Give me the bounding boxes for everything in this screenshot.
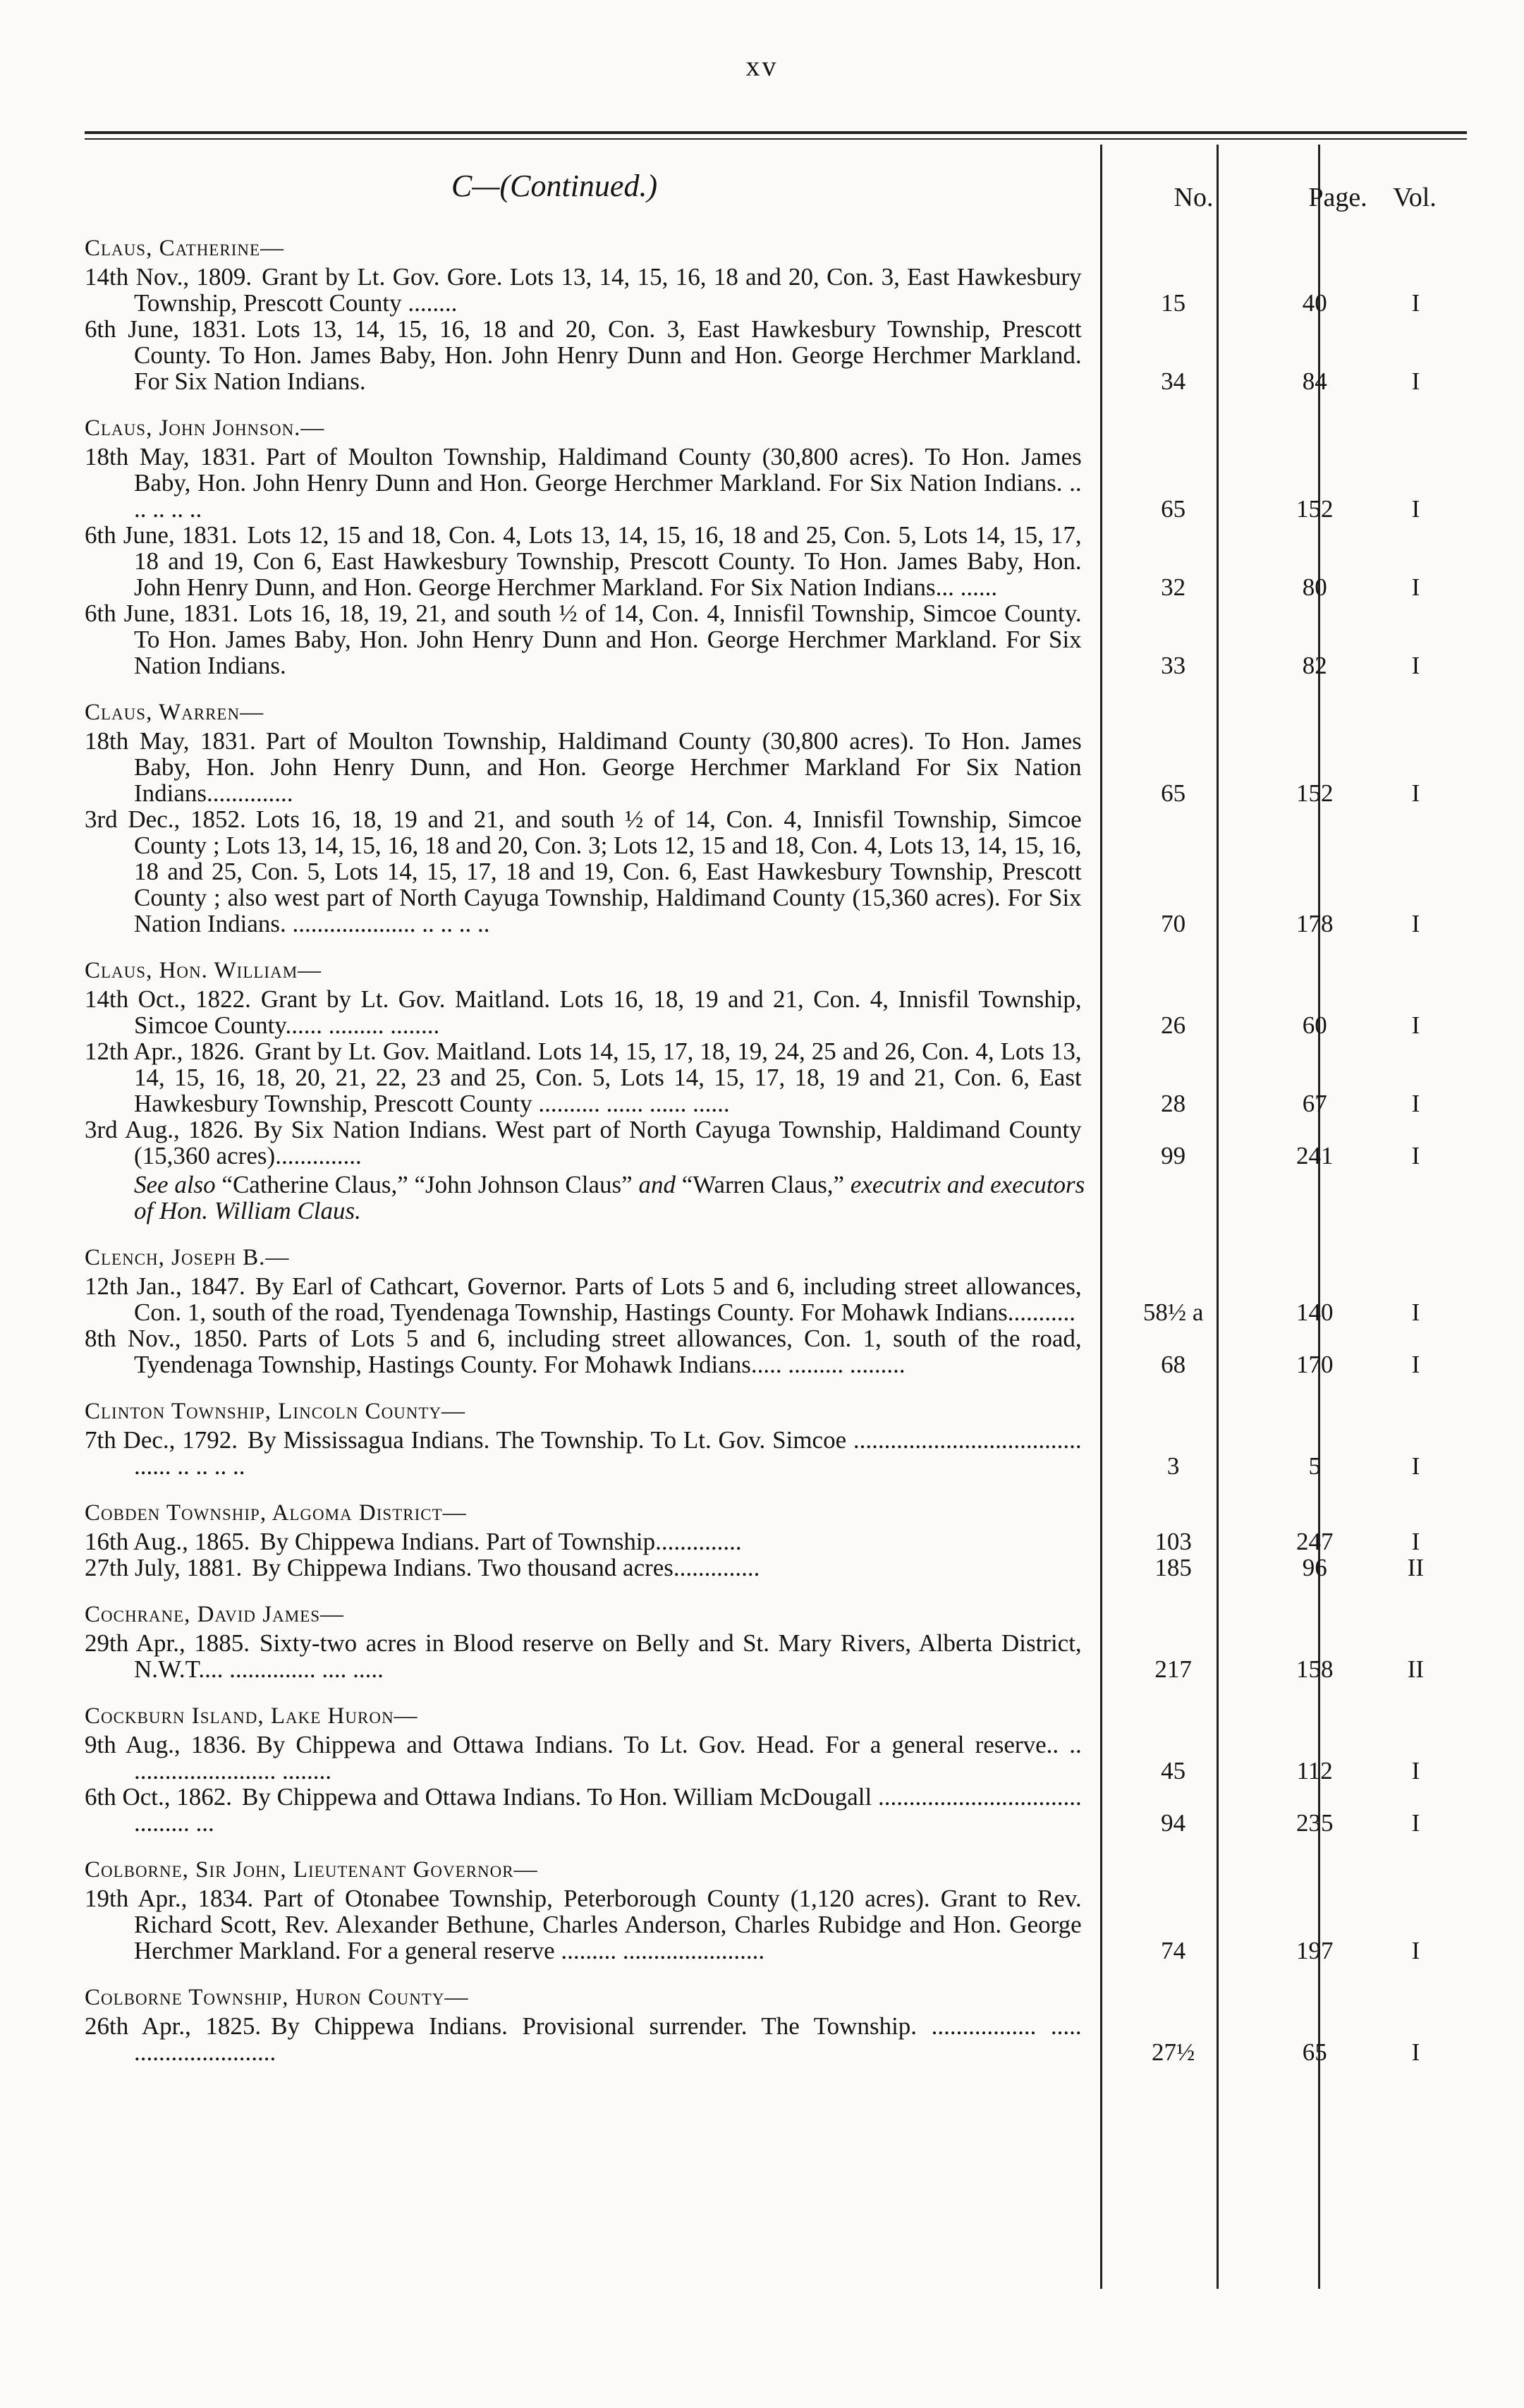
see-also-lead: See also bbox=[134, 1171, 216, 1198]
entry-item bbox=[85, 1325, 1467, 1378]
item-description bbox=[85, 1885, 1082, 1964]
index-entry bbox=[85, 1701, 1467, 1836]
item-date: 16th Aug., 1865. bbox=[85, 1528, 250, 1555]
see-also-mid: and bbox=[638, 1171, 676, 1198]
item-description bbox=[85, 806, 1082, 937]
item-date: 18th May, 1831. bbox=[85, 727, 256, 755]
item-text: Lots 12, 15 and 18, Con. 4, Lots 13, 14, 15, 16, 18 and 25, Con. 5, Lots 14, 15, 17, 18 and 19, Con 6, East Hawkesbury Township, Prescott County. To Hon. James Baby, Hon. John Henry Dunn, and Hon. George Herchmer Markland. For Six Nation Indians... ...... bbox=[134, 521, 1082, 601]
entry-name: Claus, Warren— bbox=[85, 700, 264, 725]
entry-item bbox=[85, 728, 1467, 806]
item-text: Lots 13, 14, 15, 16, 18 and 20, Con. 3, East Hawkesbury Township, Prescott County. To Hon. James Baby, Hon. John Henry Dunn and Hon. George Herchmer Markland. For Six Nation Indians. bbox=[134, 315, 1082, 395]
item-page: 178 bbox=[1296, 910, 1334, 937]
index-entry bbox=[85, 1242, 1467, 1378]
item-text: Part of Otonabee Township, Peterborough County (1,120 acres). Grant to Rev. Richard Scott, Rev. Alexander Bethune, Charles Anderson, Charles Rubidge and Hon. George Herchmer Markland. For a general reserve ......... ....................... bbox=[134, 1885, 1082, 1964]
index-entry bbox=[85, 413, 1467, 679]
item-description bbox=[85, 444, 1082, 522]
item-text: By Chippewa Indians. Part of Township.............. bbox=[260, 1528, 742, 1555]
item-text: Sixty-two acres in Blood reserve on Belly and St. Mary Rivers, Alberta District, N.W.T.... .............. .... ..... bbox=[134, 1629, 1082, 1683]
item-description bbox=[85, 600, 1082, 679]
item-no: 65 bbox=[1161, 495, 1186, 523]
item-vol: I bbox=[1411, 495, 1420, 523]
item-no: 26 bbox=[1161, 1011, 1186, 1039]
item-date: 29th Apr., 1885. bbox=[85, 1629, 250, 1657]
item-date: 3rd Dec., 1852. bbox=[85, 805, 246, 833]
item-page: 40 bbox=[1302, 289, 1327, 317]
item-description bbox=[85, 1273, 1082, 1325]
item-description bbox=[85, 1117, 1082, 1169]
item-page: 158 bbox=[1296, 1655, 1334, 1683]
item-description bbox=[85, 1732, 1082, 1784]
item-page: 247 bbox=[1296, 1528, 1334, 1555]
item-description bbox=[85, 1784, 1082, 1836]
see-also-note bbox=[85, 1172, 1100, 1224]
column-header-page: Page. bbox=[1308, 183, 1367, 212]
entry-item bbox=[85, 1885, 1467, 1964]
entry-item bbox=[85, 986, 1467, 1038]
item-text: By Chippewa and Ottawa Indians. To Lt. Gov. Head. For a general reserve.. .. ....................... ........ bbox=[134, 1731, 1082, 1784]
item-description bbox=[85, 1325, 1082, 1378]
item-no: 15 bbox=[1161, 289, 1186, 317]
item-vol: I bbox=[1411, 1452, 1420, 1480]
item-description bbox=[85, 2013, 1082, 2065]
item-vol: I bbox=[1411, 652, 1420, 679]
entry-name: Cockburn Island, Lake Huron— bbox=[85, 1703, 418, 1729]
entry-item bbox=[85, 1784, 1467, 1836]
entry-name: Clench, Joseph B.— bbox=[85, 1245, 290, 1270]
item-description bbox=[85, 316, 1082, 394]
item-date: 6th June, 1831. bbox=[85, 600, 239, 627]
item-vol: I bbox=[1411, 779, 1420, 807]
column-header-vol: Vol. bbox=[1393, 183, 1437, 212]
entry-item bbox=[85, 806, 1467, 937]
index-entry bbox=[85, 955, 1467, 1224]
item-page: 152 bbox=[1296, 495, 1334, 523]
index-entry bbox=[85, 1396, 1467, 1479]
column-header-no: No. bbox=[1174, 183, 1214, 212]
item-vol: I bbox=[1411, 1937, 1420, 1964]
index-entry bbox=[85, 1854, 1467, 1964]
item-page: 5 bbox=[1308, 1452, 1321, 1480]
item-text: Part of Moulton Township, Haldimand County (30,800 acres). To Hon. James Baby, Hon. John Henry Dunn, and Hon. George Herchmer Markland For Six Nation Indians.............. bbox=[134, 727, 1082, 807]
item-vol: I bbox=[1411, 1809, 1420, 1837]
item-date: 18th May, 1831. bbox=[85, 443, 256, 470]
item-date: 14th Nov., 1809. bbox=[85, 263, 252, 291]
item-text: By Six Nation Indians. West part of North Cayuga Township, Haldimand County (15,360 acres).............. bbox=[134, 1116, 1082, 1169]
item-text: By Chippewa Indians. Two thousand acres.............. bbox=[252, 1554, 760, 1581]
item-date: 7th Dec., 1792. bbox=[85, 1426, 238, 1454]
entry-item bbox=[85, 316, 1467, 394]
item-description bbox=[85, 1630, 1082, 1682]
index-entry bbox=[85, 1982, 1467, 2065]
entry-name: Cochrane, David James— bbox=[85, 1602, 345, 1627]
index-entry bbox=[85, 233, 1467, 394]
item-vol: II bbox=[1407, 1655, 1425, 1683]
item-no: 34 bbox=[1161, 367, 1186, 395]
item-date: 9th Aug., 1836. bbox=[85, 1731, 247, 1758]
item-vol: I bbox=[1411, 367, 1420, 395]
item-no: 3 bbox=[1166, 1452, 1180, 1480]
item-description bbox=[85, 264, 1082, 316]
item-no: 74 bbox=[1161, 1937, 1186, 1964]
item-text: Lots 16, 18, 19 and 21, and south ½ of 14, Con. 4, Innisfil Township, Simcoe County ; Lots 13, 14, 15, 16, 18 and 20, Con. 3; Lots 12, 15 and 18, Con. 4, Lots 13, 14, 15, 16, 18 and 25, Con. 5, Lots 14, 15, 17, 18 and 19, Con. 6, East Hawkesbury Township, Prescott County ; also west part of North Cayuga Township, Haldimand County (15,360 acres). For Six Nation Indians. .................... .. .. .. .. bbox=[134, 805, 1082, 937]
item-page: 82 bbox=[1302, 652, 1327, 679]
item-page: 235 bbox=[1296, 1809, 1334, 1837]
page-number: xv bbox=[745, 50, 779, 82]
item-no: 28 bbox=[1161, 1090, 1186, 1117]
item-text: Grant by Lt. Gov. Gore. Lots 13, 14, 15, 16, 18 and 20, Con. 3, East Hawkesbury Township, Prescott County ........ bbox=[134, 263, 1082, 317]
see-also-tail: executrix and executors of Hon. William Claus. bbox=[134, 1171, 1085, 1224]
entry-item bbox=[85, 1038, 1467, 1117]
item-vol: I bbox=[1411, 2038, 1420, 2066]
index-entry bbox=[85, 697, 1467, 937]
item-page: 170 bbox=[1296, 1351, 1334, 1378]
item-date: 12th Apr., 1826. bbox=[85, 1038, 245, 1065]
entry-item bbox=[85, 2013, 1467, 2065]
item-page: 197 bbox=[1296, 1937, 1334, 1964]
item-no: 103 bbox=[1154, 1528, 1192, 1555]
item-text: By Chippewa and Ottawa Indians. To Hon. William McDougall ................................. ......... ... bbox=[134, 1783, 1082, 1837]
item-text: Parts of Lots 5 and 6, including street allowances, Con. 1, south of the road, Tyendenaga Township, Hastings County. For Mohawk Indians..... ......... ......... bbox=[134, 1325, 1082, 1378]
item-description bbox=[85, 1427, 1082, 1479]
entry-name: Claus, Catherine— bbox=[85, 236, 285, 261]
item-page: 96 bbox=[1302, 1554, 1327, 1581]
entry-name: Colborne, Sir John, Lieutenant Governor— bbox=[85, 1857, 538, 1883]
item-text: By Earl of Cathcart, Governor. Parts of Lots 5 and 6, including street allowances, Con. 1, south of the road, Tyendenaga Township, Hastings County. For Mohawk Indians........... bbox=[134, 1272, 1082, 1326]
item-page: 65 bbox=[1302, 2038, 1327, 2066]
item-vol: I bbox=[1411, 1090, 1420, 1117]
item-vol: I bbox=[1411, 1299, 1420, 1326]
item-vol: I bbox=[1411, 1528, 1420, 1555]
section-heading: C—(Continued.) bbox=[451, 169, 658, 203]
item-date: 6th Oct., 1862. bbox=[85, 1783, 233, 1811]
index-entry bbox=[85, 1599, 1467, 1682]
item-page: 60 bbox=[1302, 1011, 1327, 1039]
item-page: 152 bbox=[1296, 779, 1334, 807]
item-page: 67 bbox=[1302, 1090, 1327, 1117]
item-no: 45 bbox=[1161, 1757, 1186, 1784]
header-rule-top bbox=[85, 131, 1467, 134]
item-no: 185 bbox=[1154, 1554, 1192, 1581]
see-also-q2: “Warren Claus,” bbox=[681, 1171, 845, 1198]
item-text: Grant by Lt. Gov. Maitland. Lots 16, 18, 19 and 21, Con. 4, Innisfil Township, Simcoe County...... ......... ........ bbox=[134, 985, 1082, 1039]
entry-item bbox=[85, 444, 1467, 522]
entry-name: Claus, John Johnson.— bbox=[85, 415, 325, 441]
entry-item bbox=[85, 1273, 1467, 1325]
item-no: 33 bbox=[1161, 652, 1186, 679]
entry-item bbox=[85, 600, 1467, 679]
item-date: 6th June, 1831. bbox=[85, 521, 238, 549]
entry-item bbox=[85, 522, 1467, 600]
item-no: 32 bbox=[1161, 573, 1186, 601]
item-vol: II bbox=[1407, 1554, 1425, 1581]
item-description bbox=[85, 728, 1082, 806]
item-description bbox=[85, 1528, 1082, 1555]
item-no: 65 bbox=[1161, 779, 1186, 807]
item-date: 26th Apr., 1825. bbox=[85, 2012, 262, 2040]
item-vol: I bbox=[1411, 1351, 1420, 1378]
item-date: 19th Apr., 1834. bbox=[85, 1885, 254, 1912]
entry-name: Cobden Township, Algoma District— bbox=[85, 1500, 467, 1526]
item-description bbox=[85, 522, 1082, 600]
item-vol: I bbox=[1411, 1011, 1420, 1039]
item-vol: I bbox=[1411, 289, 1420, 317]
item-text: By Mississagua Indians. The Township. To Lt. Gov. Simcoe ..................................... ...... .. .. .. .. bbox=[134, 1426, 1082, 1480]
item-page: 112 bbox=[1296, 1757, 1333, 1784]
index-entry bbox=[85, 1497, 1467, 1581]
item-page: 241 bbox=[1296, 1142, 1334, 1169]
item-no: 58½ a bbox=[1142, 1299, 1204, 1326]
item-text: Lots 16, 18, 19, 21, and south ½ of 14, Con. 4, Innisfil Township, Simcoe County. To Hon. James Baby, Hon. John Henry Dunn and Hon. George Herchmer Markland. For Six Nation Indians. bbox=[134, 600, 1082, 679]
entry-name: Colborne Township, Huron County— bbox=[85, 1985, 469, 2010]
item-date: 14th Oct., 1822. bbox=[85, 985, 251, 1013]
see-also-q1: “Catherine Claus,” “John Johnson Claus” bbox=[221, 1171, 633, 1198]
item-no: 70 bbox=[1161, 910, 1186, 937]
entry-name: Clinton Township, Lincoln County— bbox=[85, 1399, 466, 1424]
entry-item bbox=[85, 1427, 1467, 1479]
item-vol: I bbox=[1411, 910, 1420, 937]
item-text: Part of Moulton Township, Haldimand County (30,800 acres). To Hon. James Baby, Hon. John Henry Dunn and Hon. George Herchmer Markland. For Six Nation Indians. .. .. .. .. .. bbox=[134, 443, 1082, 523]
item-page: 80 bbox=[1302, 573, 1327, 601]
item-no: 68 bbox=[1161, 1351, 1186, 1378]
item-vol: I bbox=[1411, 1757, 1420, 1784]
entry-item bbox=[85, 1630, 1467, 1682]
item-page: 140 bbox=[1296, 1299, 1334, 1326]
item-description bbox=[85, 1555, 1082, 1581]
entry-name: Claus, Hon. William— bbox=[85, 958, 322, 983]
item-description bbox=[85, 986, 1082, 1038]
item-no: 27½ bbox=[1152, 2038, 1195, 2066]
item-vol: I bbox=[1411, 573, 1420, 601]
item-date: 27th July, 1881. bbox=[85, 1554, 243, 1581]
entry-item bbox=[85, 264, 1467, 316]
item-text: By Chippewa Indians. Provisional surrender. The Township. ................. ..... ....................... bbox=[134, 2012, 1082, 2066]
item-no: 217 bbox=[1154, 1655, 1192, 1683]
entry-item bbox=[85, 1555, 1467, 1581]
entry-item bbox=[85, 1732, 1467, 1784]
item-date: 8th Nov., 1850. bbox=[85, 1325, 248, 1352]
item-no: 94 bbox=[1161, 1809, 1186, 1837]
header-rule-bottom bbox=[85, 138, 1467, 140]
item-no: 99 bbox=[1161, 1142, 1186, 1169]
item-date: 3rd Aug., 1826. bbox=[85, 1116, 244, 1143]
item-page: 84 bbox=[1302, 367, 1327, 395]
item-text: Grant by Lt. Gov. Maitland. Lots 14, 15, 17, 18, 19, 24, 25 and 26, Con. 4, Lots 13, 14, 15, 16, 18, 20, 21, 22, 23 and 25, Con. 5, Lots 14, 15, 17, 18, 19 and 21, Con. 6, East Hawkesbury Township, Prescott County .......... ...... ...... ...... bbox=[134, 1038, 1082, 1117]
entry-item bbox=[85, 1528, 1467, 1555]
item-description bbox=[85, 1038, 1082, 1117]
index-entries bbox=[85, 233, 1467, 2084]
entry-item bbox=[85, 1117, 1467, 1169]
item-vol: I bbox=[1411, 1142, 1420, 1169]
item-date: 12th Jan., 1847. bbox=[85, 1272, 245, 1300]
item-date: 6th June, 1831. bbox=[85, 315, 247, 343]
